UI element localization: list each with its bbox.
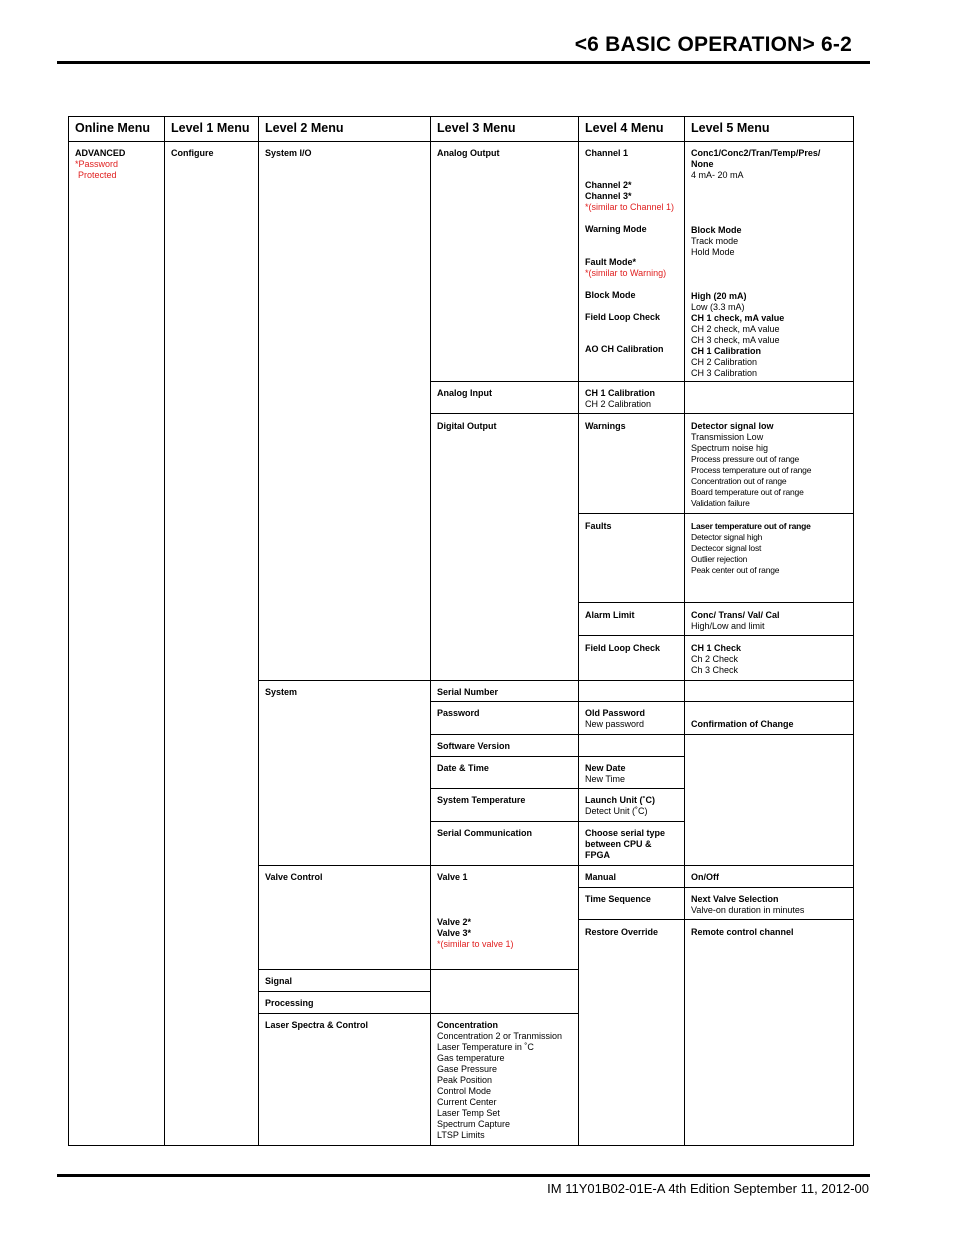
- list-item: Dectecor signal lost: [691, 543, 762, 553]
- ch3-check: Ch 3 Check: [691, 665, 739, 675]
- track-mode-value: Track mode: [691, 236, 739, 246]
- analog-output-level5-cell: [691, 148, 820, 379]
- alarm-limit-label: Alarm Limit: [585, 610, 635, 620]
- manual-label: Manual: [585, 872, 617, 882]
- row-line: [578, 865, 684, 866]
- online-cell: [75, 148, 125, 181]
- laser-label: Laser Spectra & Control: [265, 1020, 369, 1030]
- alarm-level5-cell: [691, 610, 780, 632]
- row-line: [684, 680, 853, 681]
- channel2-label: Channel 2*: [585, 180, 632, 190]
- serial-type-cell: [585, 828, 665, 861]
- header-level2: Level 2 Menu: [265, 121, 344, 135]
- none-label: None: [691, 159, 714, 169]
- ch1-cal-value: CH 1 Calibration: [691, 346, 762, 356]
- list-item: Laser Temp Set: [437, 1108, 500, 1118]
- list-item: Spectrum Capture: [437, 1119, 511, 1129]
- on-off-label: On/Off: [691, 872, 719, 882]
- footer-rule: [57, 1174, 870, 1177]
- ch3-check-ma: CH 3 check, mA value: [691, 335, 780, 345]
- valve1-label: Valve 1: [437, 872, 468, 882]
- list-item: LTSP Limits: [437, 1130, 485, 1140]
- list-item: Spectrum noise hig: [691, 443, 769, 453]
- row-line: [430, 680, 578, 681]
- row-line: [430, 865, 578, 866]
- row-line: [430, 756, 578, 757]
- ch2-check-ma: CH 2 check, mA value: [691, 324, 780, 334]
- list-item: Process pressure out of range: [691, 454, 800, 464]
- date-time-label: Date & Time: [437, 763, 489, 773]
- confirmation-label: Confirmation of Change: [691, 719, 794, 729]
- system-io-label: System I/O: [265, 148, 312, 158]
- analog-input-level4-cell: [585, 388, 655, 410]
- fault-similar-note: *(similar to Warning): [585, 268, 667, 278]
- serial-type-line: FPGA: [585, 850, 611, 860]
- row-line: [430, 821, 578, 822]
- row-line: [258, 969, 430, 970]
- page-title: <6 BASIC OPERATION> 6-2: [574, 33, 852, 56]
- row-line: [578, 821, 684, 822]
- valve2-label: Valve 2*: [437, 917, 472, 927]
- ch1-calibration-label: CH 1 Calibration: [585, 388, 656, 398]
- table-border-top: [68, 116, 854, 117]
- password-level4-cell: [585, 708, 645, 730]
- warnings-head: Detector signal low: [691, 421, 774, 431]
- col-line-4: [578, 116, 579, 1146]
- col-line-1: [164, 116, 165, 1146]
- digital-output-label: Digital Output: [437, 421, 497, 431]
- next-valve-label: Next Valve Selection: [691, 894, 779, 904]
- list-item: Validation failure: [691, 498, 750, 508]
- row-line: [684, 701, 853, 702]
- warning-mode-label: Warning Mode: [585, 224, 647, 234]
- header-divider: [68, 141, 854, 142]
- row-line: [684, 919, 853, 920]
- alarm-head: Conc/ Trans/ Val/ Cal: [691, 610, 780, 620]
- hold-mode-value: Hold Mode: [691, 247, 735, 257]
- software-version-label: Software Version: [437, 741, 511, 751]
- new-time-label: New Time: [585, 774, 626, 784]
- row-line: [258, 1013, 430, 1014]
- row-line: [684, 734, 853, 735]
- row-line: [578, 413, 684, 414]
- list-item: Gas temperature: [437, 1053, 505, 1063]
- row-line: [578, 734, 684, 735]
- channel1-label: Channel 1: [585, 148, 629, 158]
- field-loop-check-label: Field Loop Check: [585, 312, 661, 322]
- row-line: [684, 513, 853, 514]
- time-sequence-label: Time Sequence: [585, 894, 651, 904]
- high-value: High (20 mA): [691, 291, 747, 301]
- row-line: [578, 756, 684, 757]
- detect-unit-label: Detect Unit (˚C): [585, 806, 648, 816]
- processing-label: Processing: [265, 998, 314, 1008]
- list-item: Concentration out of range: [691, 476, 787, 486]
- concentration-label: Concentration: [437, 1020, 499, 1030]
- warnings-label: Warnings: [585, 421, 626, 431]
- list-item: Board temperature out of range: [691, 487, 804, 497]
- signal-label: Signal: [265, 976, 293, 986]
- ch3-cal-value: CH 3 Calibration: [691, 368, 758, 378]
- row-line: [684, 381, 853, 382]
- valve-duration-label: Valve-on duration in minutes: [691, 905, 805, 915]
- header-level1: Level 1 Menu: [171, 121, 250, 135]
- list-item: Current Center: [437, 1097, 497, 1107]
- row-line: [684, 413, 853, 414]
- ch2-check: Ch 2 Check: [691, 654, 739, 664]
- valve-cell: [437, 872, 514, 950]
- row-line: [684, 865, 853, 866]
- serial-communication-label: Serial Communication: [437, 828, 533, 838]
- serial-type-line: between CPU &: [585, 839, 652, 849]
- warnings-level5-cell: [691, 421, 811, 509]
- list-item: Control Mode: [437, 1086, 492, 1096]
- col-line-3: [430, 116, 431, 1146]
- field-loop-check2-label: Field Loop Check: [585, 643, 661, 653]
- analog-input-label: Analog Input: [437, 388, 492, 398]
- password-label: Password: [437, 708, 480, 718]
- list-item: Process temperature out of range: [691, 465, 812, 475]
- analog-output-level4-cell: [585, 148, 674, 355]
- row-line: [578, 788, 684, 789]
- col-line-0: [68, 116, 69, 1146]
- restore-override-label: Restore Override: [585, 927, 659, 937]
- header-online-menu: Online Menu: [75, 121, 150, 135]
- row-line: [578, 919, 684, 920]
- check-level5-cell: [691, 643, 741, 676]
- header-level4: Level 4 Menu: [585, 121, 664, 135]
- ma-range-label: 4 mA- 20 mA: [691, 170, 744, 180]
- row-line: [430, 1013, 578, 1014]
- row-line: [430, 734, 578, 735]
- conc-head: Conc1/Conc2/Tran/Temp/Pres/: [691, 148, 821, 158]
- system-temperature-label: System Temperature: [437, 795, 526, 805]
- header-level3: Level 3 Menu: [437, 121, 516, 135]
- list-item: Laser Temperature in ˚C: [437, 1042, 534, 1052]
- row-line: [578, 680, 684, 681]
- list-item: Concentration 2 or Tranmission: [437, 1031, 563, 1041]
- valve-control-label: Valve Control: [265, 872, 323, 882]
- list-item: Peak Position: [437, 1075, 493, 1085]
- channel3-label: Channel 3*: [585, 191, 632, 201]
- ao-ch-calibration-label: AO CH Calibration: [585, 344, 664, 354]
- password-note: *Password: [75, 159, 119, 169]
- row-line: [430, 788, 578, 789]
- col-line-5: [684, 116, 685, 1146]
- channel-similar-note: *(similar to Channel 1): [585, 202, 675, 212]
- faults-level5-cell: [691, 521, 811, 576]
- faults-label: Faults: [585, 521, 612, 531]
- analog-output-label: Analog Output: [437, 148, 500, 158]
- row-line: [578, 513, 684, 514]
- serial-number-label: Serial Number: [437, 687, 499, 697]
- list-item: Outlier rejection: [691, 554, 748, 564]
- row-line: [578, 635, 684, 636]
- ch1-check-ma: CH 1 check, mA value: [691, 313, 785, 323]
- row-line: [578, 602, 684, 603]
- block-mode-value: Block Mode: [691, 225, 742, 235]
- list-item: Gase Pressure: [437, 1064, 498, 1074]
- table-border-bottom: [68, 1145, 854, 1146]
- list-item: Detector signal high: [691, 532, 763, 542]
- row-line: [430, 381, 578, 382]
- launch-unit-label: Launch Unit (˚C): [585, 795, 655, 805]
- row-line: [684, 887, 853, 888]
- protected-note: Protected: [78, 170, 117, 180]
- footer-text: IM 11Y01B02-01E-A 4th Edition September 11, 2012-00: [547, 1181, 869, 1196]
- time-sequence-level5-cell: [691, 894, 804, 916]
- col-line-6: [853, 116, 854, 1146]
- new-password-label: New password: [585, 719, 645, 729]
- fault-mode-label: Fault Mode*: [585, 257, 636, 267]
- row-line: [578, 701, 684, 702]
- advanced-label: ADVANCED: [75, 148, 126, 158]
- old-password-label: Old Password: [585, 708, 646, 718]
- row-line: [578, 887, 684, 888]
- block-mode-label: Block Mode: [585, 290, 636, 300]
- valve3-label: Valve 3*: [437, 928, 472, 938]
- row-line: [258, 991, 430, 992]
- configure-label: Configure: [171, 148, 214, 158]
- alarm-item: High/Low and limit: [691, 621, 765, 631]
- row-line: [430, 969, 578, 970]
- list-item: Peak center out of range: [691, 565, 780, 575]
- valve-similar-note: *(similar to valve 1): [437, 939, 514, 949]
- row-line: [578, 381, 684, 382]
- row-line: [258, 865, 430, 866]
- row-line: [258, 680, 430, 681]
- ch1-check: CH 1 Check: [691, 643, 742, 653]
- temperature-level4-cell: [585, 795, 655, 817]
- list-item: Transmission Low: [691, 432, 764, 442]
- row-line: [684, 602, 853, 603]
- row-line: [430, 413, 578, 414]
- system-label: System: [265, 687, 298, 697]
- ch2-calibration-label: CH 2 Calibration: [585, 399, 652, 409]
- ch2-cal-value: CH 2 Calibration: [691, 357, 758, 367]
- faults-head: Laser temperature out of range: [691, 521, 811, 531]
- date-time-level4-cell: [585, 763, 626, 785]
- row-line: [430, 701, 578, 702]
- low-value: Low (3.3 mA): [691, 302, 745, 312]
- laser-items-cell: [437, 1020, 562, 1141]
- new-date-label: New Date: [585, 763, 626, 773]
- row-line: [684, 635, 853, 636]
- remote-control-label: Remote control channel: [691, 927, 794, 937]
- header-level5: Level 5 Menu: [691, 121, 770, 135]
- serial-type-line: Choose serial type: [585, 828, 666, 838]
